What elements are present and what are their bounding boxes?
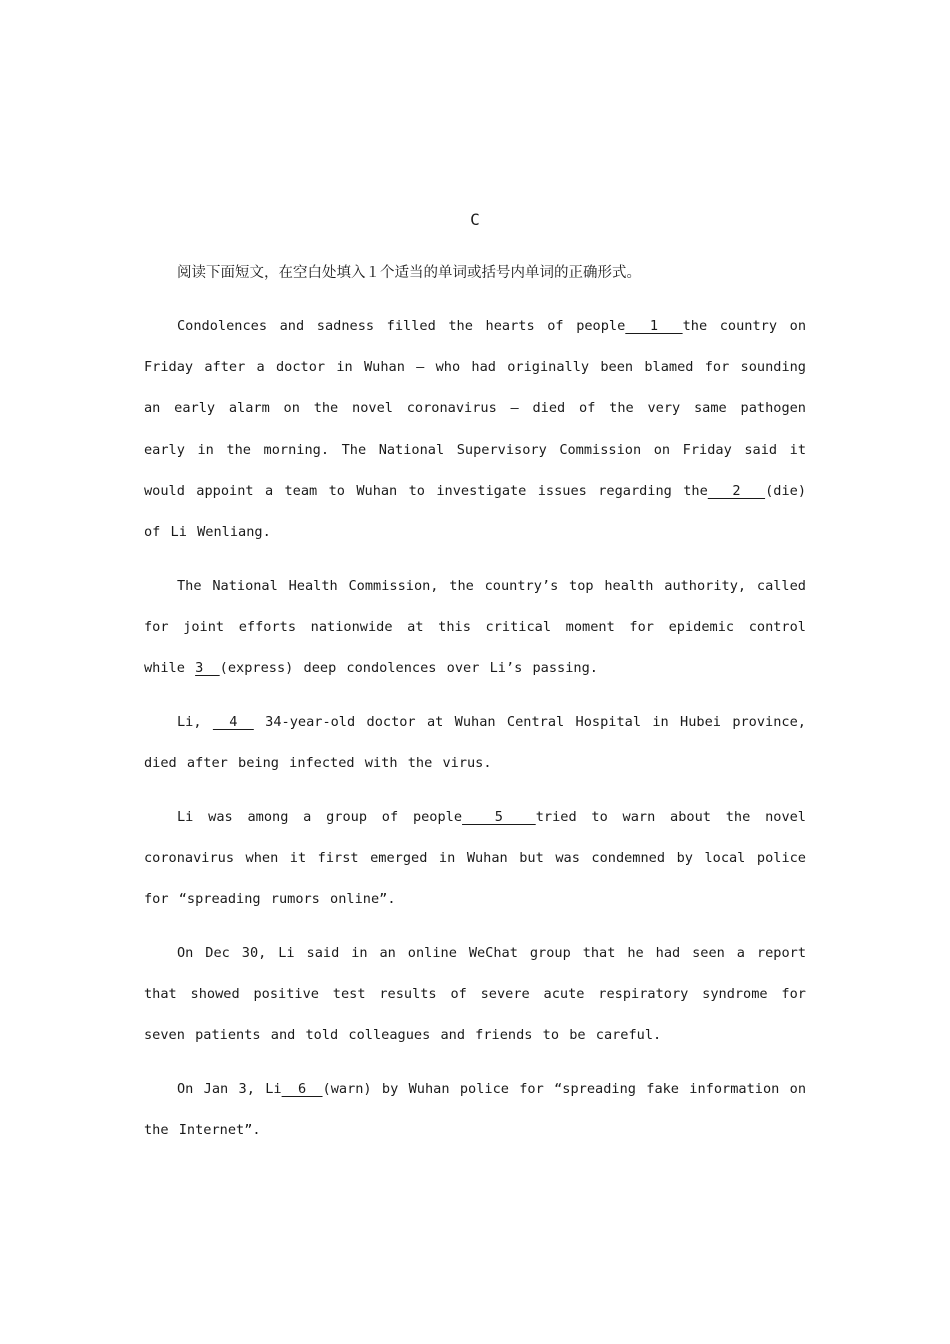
paragraph-1-text-b: the country on Friday after a doctor in Wuhan — who had originally been blamed for sounding an early alarm on the novel coronavirus — died of the very same pathogen early in the morning. The National Supervisory Commission on Friday said it would appoint a team to Wuhan to investigate issues regarding the bbox=[144, 318, 807, 499]
paragraph-4-text-b: tried to warn about the novel coronavirus when it first emerged in Wuhan but was condemned by local police for “spreading rumors online”. bbox=[144, 808, 806, 908]
blank-6: 6 bbox=[281, 1080, 323, 1097]
paragraph-4 bbox=[144, 797, 806, 921]
blank-5: 5 bbox=[462, 808, 536, 825]
paragraph-6-text-a: On Jan 3, Li bbox=[177, 1080, 282, 1097]
paragraph-5: On Dec 30, Li said in an online WeChat group that he had seen a report that showed positive test results of severe acute respiratory syndrome for seven patients and told colleagues and friends to be careful. bbox=[144, 944, 806, 1044]
section-title: C bbox=[470, 210, 480, 229]
paragraph-2-text-b: (express) deep condolences over Li’s passing. bbox=[219, 660, 598, 677]
paragraph-2-text-a: The National Health Commission, the country’s top health authority, called for joint efforts nationwide at this critical moment for epidemic control while bbox=[144, 577, 806, 677]
paragraph-6 bbox=[144, 1069, 806, 1151]
paragraph-1 bbox=[144, 306, 806, 553]
instruction-text: 阅读下面短文，在空白处填入１个适当的单词或括号内单词的正确形式。 bbox=[177, 265, 641, 281]
paragraph-4-text-a: Li was among a group of people bbox=[177, 808, 463, 825]
passage bbox=[144, 306, 806, 1164]
paragraph-6-text-b: (warn) by Wuhan police for “spreading fake information on the Internet”. bbox=[144, 1080, 806, 1139]
paragraph-2 bbox=[144, 566, 806, 690]
paragraph-3-text-a: Li, bbox=[177, 713, 213, 730]
blank-2: 2 bbox=[707, 482, 766, 499]
blank-1: 1 bbox=[625, 318, 683, 334]
paragraph-3-text-b: 34-year-old doctor at Wuhan Central Hospital in Hubei province, died after being infected with the virus. bbox=[144, 713, 806, 772]
paragraph-3 bbox=[144, 702, 806, 784]
blank-3: 3 bbox=[195, 660, 220, 677]
paragraph-1-text-c: (die) of Li Wenliang. bbox=[144, 482, 806, 541]
blank-4: 4 bbox=[212, 713, 254, 730]
paragraph-1-text-a: Condolences and sadness filled the hearts of people bbox=[177, 318, 626, 334]
